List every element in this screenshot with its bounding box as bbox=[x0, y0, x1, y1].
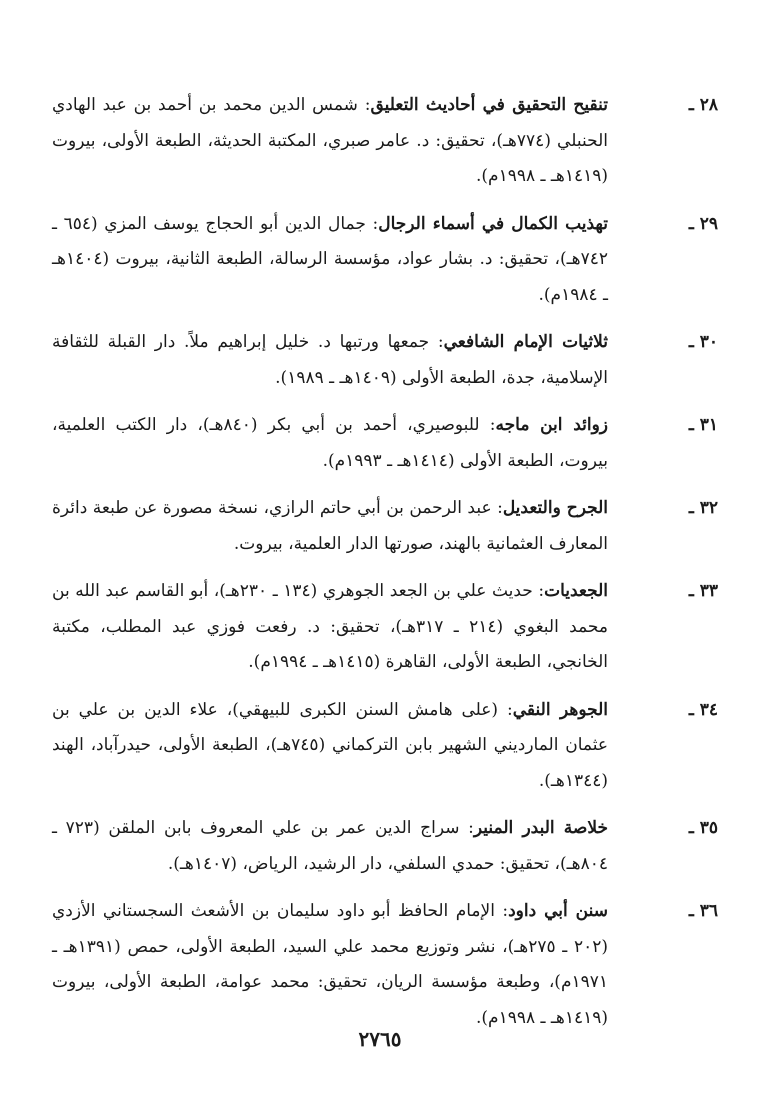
bibliography-entry bbox=[52, 408, 718, 479]
page-number: ٢٧٦٥ bbox=[358, 1027, 402, 1051]
entry-details: : عبد الرحمن بن أبي حاتم الرازي، نسخة مصورة عن طبعة دائرة المعارف العثمانية بالهند، صورتها الدار العلمية، بيروت. bbox=[52, 498, 608, 554]
entry-number: ٣٢ ـ bbox=[688, 498, 718, 518]
bibliography-entry bbox=[52, 88, 718, 195]
entry-title: الجعديات bbox=[544, 581, 608, 601]
bibliography-entry bbox=[52, 693, 718, 800]
bibliography-entry bbox=[52, 574, 718, 681]
bibliography-entry bbox=[52, 491, 718, 562]
entry-details: : الإمام الحافظ أبو داود سليمان بن الأشعث السجستاني الأزدي (٢٠٢ ـ ٢٧٥هـ)، نشر وتوزيع محمد علي السيد، الطبعة الأولى، حمص (١٣٩١هـ ـ ١٩٧١م)، وطبعة مؤسسة الريان، تحقيق: محمد عوامة، الطبعة الأولى، بيروت (١٤١٩هـ ـ ١٩٩٨م). bbox=[52, 901, 608, 1028]
entry-number: ٢٩ ـ bbox=[688, 213, 718, 234]
entry-number: ٢٨ ـ bbox=[688, 95, 718, 115]
entry-number: ٣٦ ـ bbox=[688, 901, 718, 921]
entry-number: ٣٤ ـ bbox=[688, 699, 718, 720]
entry-title: الجرح والتعديل bbox=[502, 498, 608, 518]
entry-details: : جمال الدين أبو الحجاج يوسف المزي (٦٥٤ ـ ٧٤٢هـ)، تحقيق: د. بشار عواد، مؤسسة الرسالة، الطبعة الثانية، بيروت (١٤٠٤هـ ـ ١٩٨٤م). bbox=[52, 213, 608, 305]
entry-title: تهذيب الكمال في أسماء الرجال bbox=[378, 213, 608, 234]
bibliography-entry bbox=[52, 325, 718, 396]
entry-details: : حديث علي بن الجعد الجوهري (١٣٤ ـ ٢٣٠هـ)، أبو القاسم عبد الله بن محمد البغوي (٢١٤ ـ ٣١٧هـ)، تحقيق: د. رفعت فوزي عبد المطلب، مكتبة الخانجي، الطبعة الأولى، القاهرة (١٤١٥هـ ـ ١٩٩٤م). bbox=[52, 581, 608, 672]
entry-title: زوائد ابن ماجه bbox=[495, 415, 608, 435]
bibliography-entry bbox=[52, 811, 718, 882]
entry-details: : (على هامش السنن الكبرى للبيهقي)، علاء الدين بن علي بن عثمان المارديني الشهير بابن التركماني (٧٤٥هـ)، الطبعة الأولى، حيدرآباد، الهند (١٣٤٤هـ). bbox=[52, 699, 608, 791]
bibliography-entry bbox=[52, 894, 718, 1036]
bibliography-list bbox=[52, 88, 718, 1048]
entry-number: ٣٠ ـ bbox=[688, 332, 718, 352]
entry-details: : سراج الدين عمر بن علي المعروف بابن الملقن (٧٢٣ ـ ٨٠٤هـ)، تحقيق: حمدي السلفي، دار الرشيد، الرياض، (١٤٠٧هـ). bbox=[52, 818, 608, 874]
entry-title: خلاصة البدر المنير bbox=[473, 818, 609, 838]
entry-details: : للبوصيري، أحمد بن أبي بكر (٨٤٠هـ)، دار الكتب العلمية، بيروت، الطبعة الأولى (١٤١٤هـ ـ ١٩٩٣م). bbox=[52, 415, 608, 471]
entry-title: تنقيح التحقيق في أحاديث التعليق bbox=[370, 95, 608, 115]
bibliography-entry bbox=[52, 207, 718, 314]
entry-number: ٣٣ ـ bbox=[688, 581, 718, 601]
entry-number: ٣١ ـ bbox=[688, 415, 718, 435]
entry-number: ٣٥ ـ bbox=[688, 818, 718, 838]
entry-title: ثلاثيات الإمام الشافعي bbox=[443, 332, 609, 352]
entry-title: الجوهر النقي bbox=[512, 699, 608, 720]
entry-details: : جمعها ورتبها د. خليل إبراهيم ملاً. دار القبلة للثقافة الإسلامية، جدة، الطبعة الأولى (١٤٠٩هـ ـ ١٩٨٩). bbox=[52, 332, 608, 388]
entry-details: : شمس الدين محمد بن أحمد بن عبد الهادي الحنبلي (٧٧٤هـ)، تحقيق: د. عامر صبري، المكتبة الحديثة، الطبعة الأولى، بيروت (١٤١٩هـ ـ ١٩٩٨م). bbox=[52, 95, 608, 186]
entry-title: سنن أبي داود bbox=[508, 901, 608, 921]
